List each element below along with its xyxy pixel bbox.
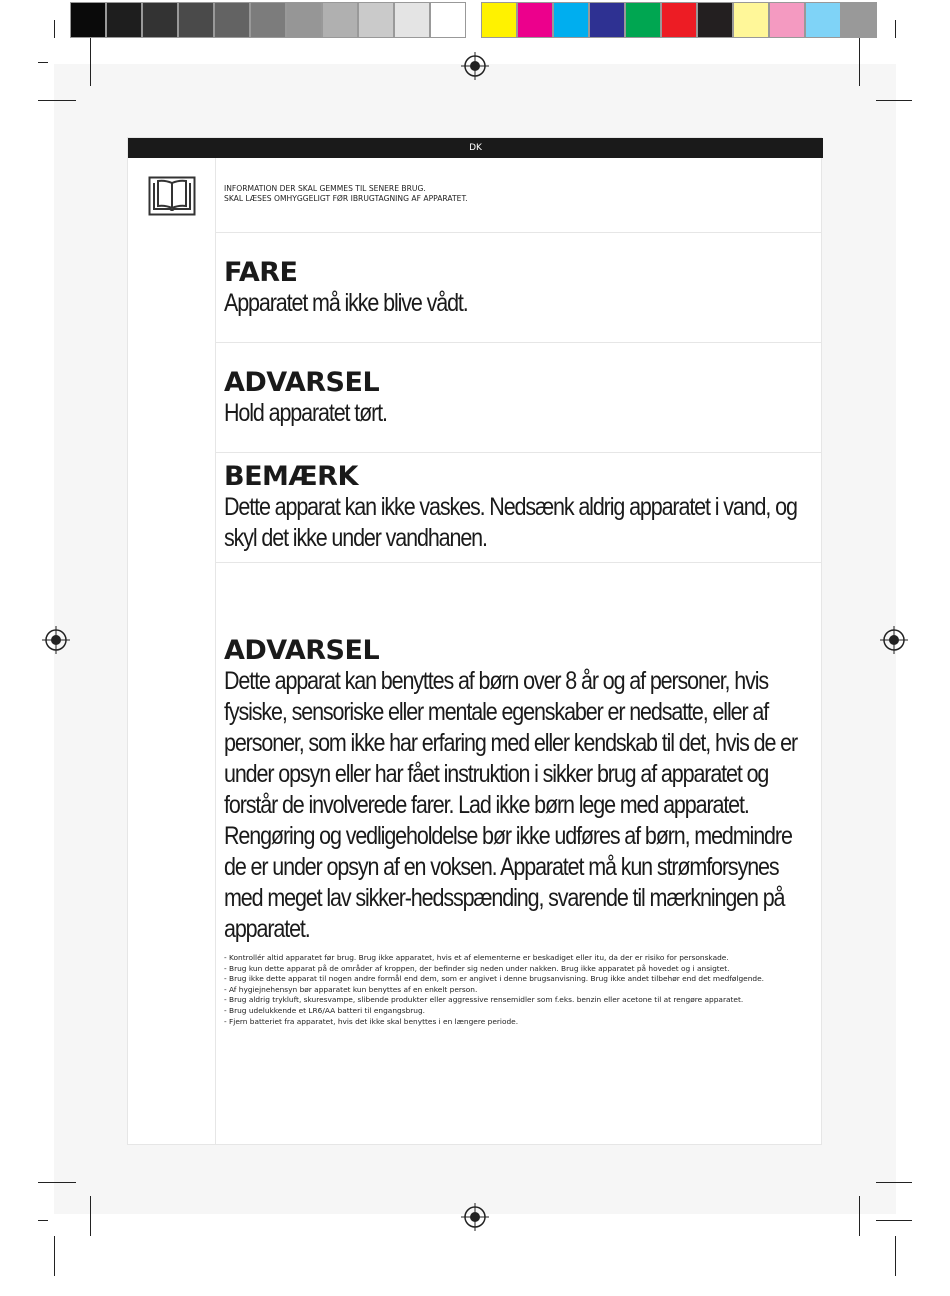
language-header: DK bbox=[128, 138, 823, 158]
instruction-item: - Brug aldrig trykluft, skuresvampe, slibende produkter eller aggressive rensemidler som f.eks. benzin eller acetone til at rengøre apparatet. bbox=[224, 995, 744, 1005]
section-text: Dette apparat kan ikke vaskes. Nedsænk aldrig apparatet i vand, og skyl det ikke under vandhanen. bbox=[224, 493, 797, 552]
instruction-item: - Brug kun dette apparat på de områder af kroppen, der befinder sig neden under nakken. Brug ikke apparatet på hovedet og i ansigtet. bbox=[224, 963, 730, 973]
read-manual-book-icon bbox=[148, 176, 196, 216]
section-bemaerk bbox=[224, 462, 814, 554]
instruction-item: - Brug ikke dette apparat til nogen andre formål end dem, som er angivet i denne brugsanvisning. Brug ikke andet tilbehør end det medfølgende. bbox=[224, 974, 764, 984]
crop-mark bbox=[876, 100, 912, 101]
color-swatch bbox=[769, 2, 805, 38]
registration-mark-icon bbox=[880, 626, 908, 654]
crop-mark bbox=[38, 100, 76, 101]
crop-mark bbox=[90, 38, 91, 86]
color-swatch bbox=[661, 2, 697, 38]
crop-mark bbox=[859, 1196, 860, 1236]
section-title: ADVARSEL bbox=[224, 367, 380, 398]
color-swatch bbox=[481, 2, 517, 38]
gray-color-bar bbox=[70, 2, 466, 38]
color-swatch bbox=[394, 2, 430, 38]
color-swatch bbox=[841, 2, 877, 38]
crop-mark bbox=[876, 1220, 912, 1221]
crop-mark bbox=[38, 1182, 76, 1183]
crop-mark bbox=[38, 62, 48, 63]
instruction-item: - Kontrollér altid apparatet før brug. Brug ikke apparatet, hvis et af elementerne er beskadiget eller itu, da der er risiko for personskade. bbox=[224, 953, 729, 962]
registration-mark-icon bbox=[461, 1203, 489, 1231]
crop-mark bbox=[876, 1182, 912, 1183]
crop-mark bbox=[90, 1196, 91, 1236]
instruction-item: - Af hygiejnehensyn bør apparatet kun benyttes af en enkelt person. bbox=[224, 984, 478, 994]
color-swatch bbox=[589, 2, 625, 38]
crop-mark bbox=[38, 1220, 48, 1221]
section-text: Hold apparatet tørt. bbox=[224, 399, 387, 427]
color-swatch bbox=[517, 2, 553, 38]
section-text: Apparatet må ikke blive vådt. bbox=[224, 289, 468, 317]
instruction-item: - Brug udelukkende et LR6/AA batteri til engangsbrug. bbox=[224, 1005, 426, 1015]
color-swatch bbox=[553, 2, 589, 38]
color-swatch bbox=[697, 2, 733, 38]
section-separator bbox=[216, 232, 822, 233]
instructions-list bbox=[224, 953, 784, 1027]
section-separator bbox=[216, 342, 822, 343]
registration-mark-icon bbox=[461, 52, 489, 80]
color-swatch bbox=[733, 2, 769, 38]
section-title: ADVARSEL bbox=[224, 635, 380, 666]
section-fare bbox=[224, 258, 814, 319]
instruction-item: - Fjern batteriet fra apparatet, hvis det ikke skal benyttes i en længere periode. bbox=[224, 1016, 519, 1026]
color-swatch bbox=[322, 2, 358, 38]
color-swatch bbox=[106, 2, 142, 38]
color-swatch bbox=[430, 2, 466, 38]
color-swatch bbox=[142, 2, 178, 38]
color-swatch bbox=[214, 2, 250, 38]
crop-mark bbox=[895, 1236, 896, 1276]
color-swatch bbox=[178, 2, 214, 38]
color-swatch bbox=[250, 2, 286, 38]
crop-mark bbox=[54, 1236, 55, 1276]
section-separator bbox=[216, 562, 822, 563]
color-swatch bbox=[70, 2, 106, 38]
process-color-bar bbox=[481, 2, 877, 38]
color-swatch bbox=[805, 2, 841, 38]
color-swatch bbox=[358, 2, 394, 38]
section-text: Dette apparat kan benyttes af børn over 8 år og af personer, hvis fysiske, sensoriske eller mentale egenskaber er nedsatte, eller af personer, som ikke har erfaring med eller kendskab til det, hvis de er under opsyn eller har fået instruktion i sikker brug af apparatet og forstår de involverede farer. Lad ikke børn lege med apparatet. Rengøring og vedligeholdelse bør ikke udføres af børn, medmindre de er under opsyn af en voksen. Apparatet må kun strømforsynes med meget lav sikker-hedsspænding, svarende til mærkningen på apparatet. bbox=[224, 667, 798, 943]
info-line-2: SKAL LÆSES OMHYGGELIGT FØR IBRUGTAGNING AF APPARATET. bbox=[224, 194, 468, 203]
color-swatch bbox=[286, 2, 322, 38]
section-advarsel-2 bbox=[224, 636, 814, 945]
section-separator bbox=[216, 452, 822, 453]
registration-mark-icon bbox=[42, 626, 70, 654]
section-title: FARE bbox=[224, 257, 298, 288]
color-swatch bbox=[625, 2, 661, 38]
crop-mark bbox=[54, 20, 55, 38]
info-line-1: INFORMATION DER SKAL GEMMES TIL SENERE BRUG. bbox=[224, 184, 426, 193]
section-advarsel-1 bbox=[224, 368, 814, 429]
column-divider bbox=[215, 158, 216, 1144]
crop-mark bbox=[859, 38, 860, 86]
section-title: BEMÆRK bbox=[224, 461, 358, 492]
crop-mark bbox=[895, 20, 896, 38]
info-notice bbox=[224, 184, 804, 204]
manual-panel bbox=[127, 137, 822, 1145]
